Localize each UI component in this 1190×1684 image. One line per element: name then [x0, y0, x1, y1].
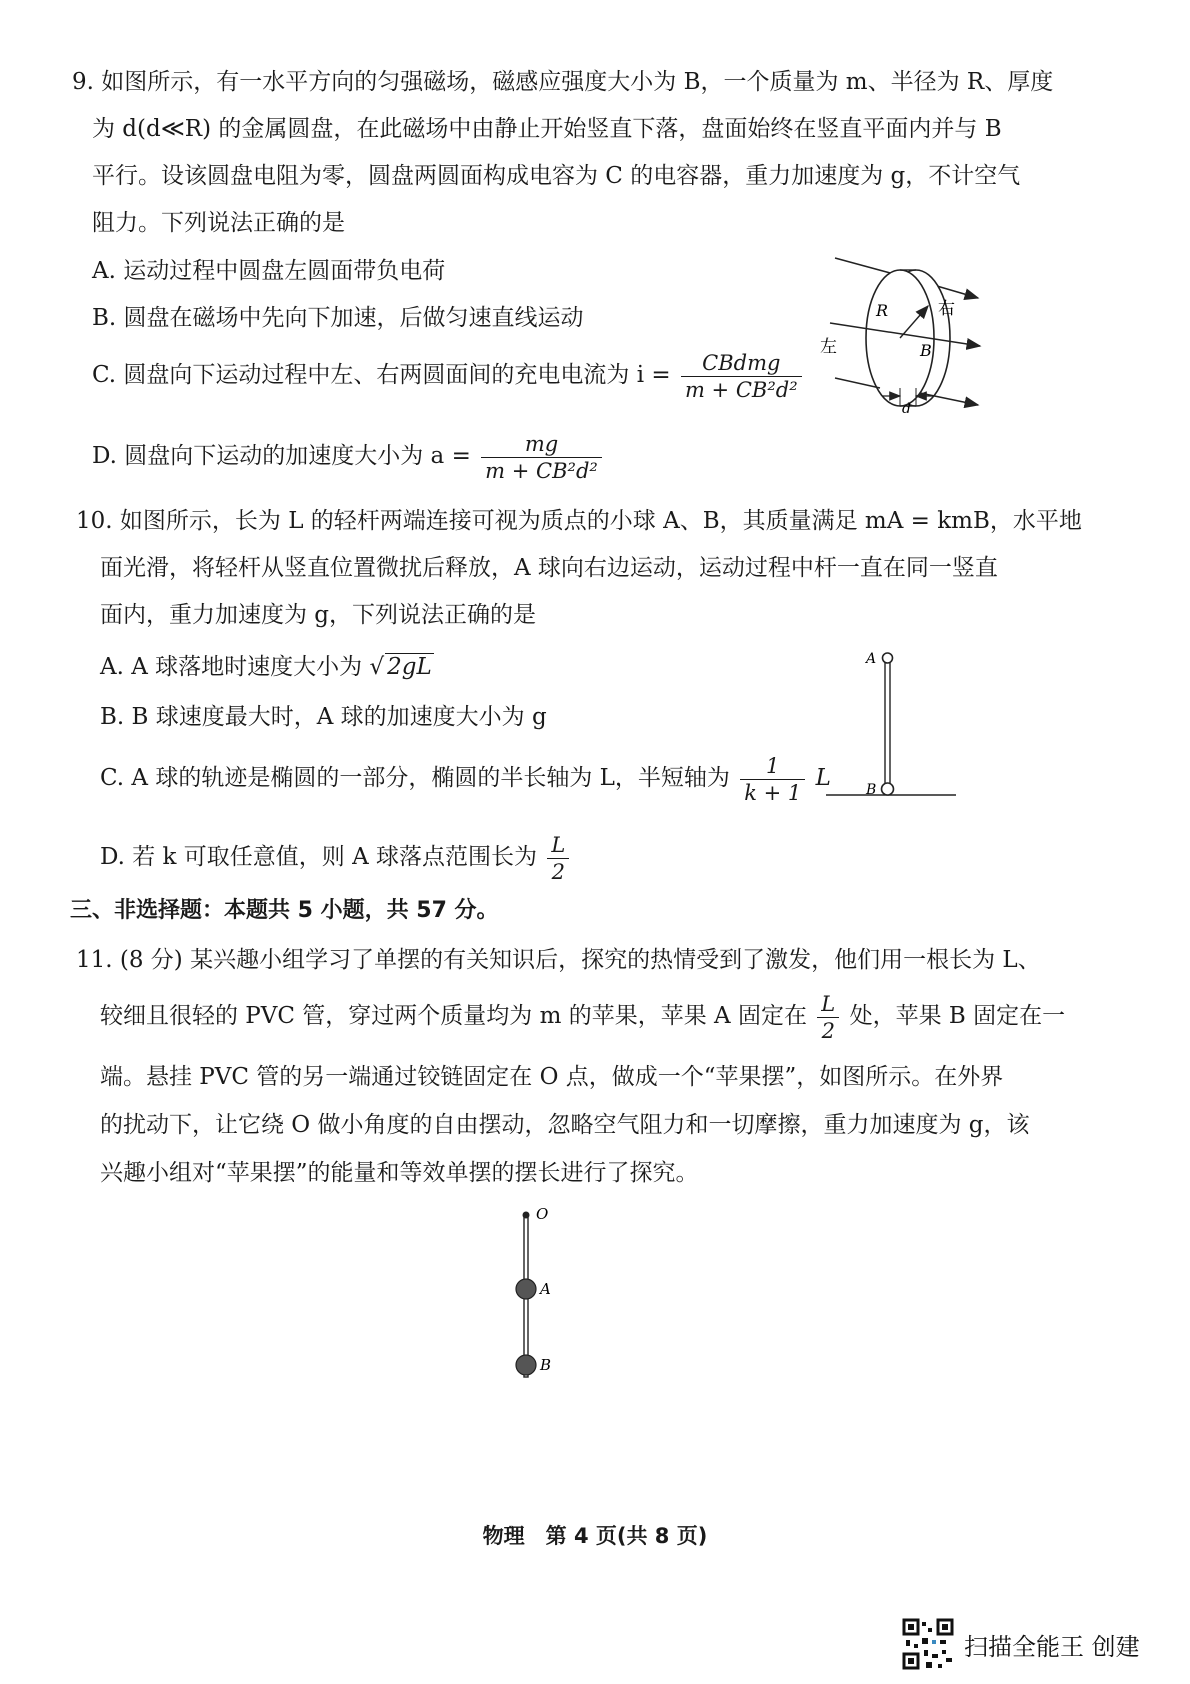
q9-option-c-text: C. 圆盘向下运动过程中左、右两圆面间的充电电流为 i = [92, 362, 671, 388]
q10-option-c-numerator: 1 [740, 753, 805, 780]
q10-option-a-sqrt: 2gL [387, 654, 432, 680]
q10-option-c [100, 748, 831, 808]
label-R: R [876, 301, 889, 320]
q9-disk-figure [820, 248, 990, 428]
watermark-text: 扫描全能王 创建 [964, 1632, 1140, 1661]
q11-line2 [100, 986, 1065, 1046]
q11-line3: 端。悬挂 PVC 管的另一端通过铰链固定在 O 点，做成一个“苹果摆”，如图所示。在外界 [100, 1064, 1004, 1090]
label-apple-b: B [540, 1356, 552, 1374]
q11-pendulum-figure [500, 1205, 580, 1390]
q9-option-d-denominator: m + CB²d² [485, 458, 598, 483]
section-heading: 三、非选择题：本题共 5 小题，共 57 分。 [70, 898, 499, 923]
label-left: 左 [820, 337, 837, 357]
q9-option-d [92, 426, 605, 486]
q10-option-d-numerator: L [547, 832, 569, 859]
q10-line2: 面光滑，将轻杆从竖直位置微扰后释放，A 球向右边运动，运动过程中杆一直在同一竖直 [100, 555, 998, 581]
label-apple-a: A [540, 1280, 551, 1298]
q11-line4: 的扰动下，让它绕 O 做小角度的自由摆动，忽略空气阻力和一切摩擦，重力加速度为 g，该 [100, 1112, 1030, 1138]
q10-option-b: B. B 球速度最大时，A 球的加速度大小为 g [100, 704, 547, 730]
q11-line5: 兴趣小组对“苹果摆”的能量和等效单摆的摆长进行了探究。 [100, 1160, 699, 1186]
q9-option-d-text: D. 圆盘向下运动的加速度大小为 a = [92, 443, 471, 469]
ball-b [882, 783, 894, 795]
label-B: B [920, 341, 932, 360]
q10-option-d [100, 827, 572, 887]
page-footer: 物理 第 4 页(共 8 页) [482, 1524, 708, 1548]
q11-line1: 11. (8 分) 某兴趣小组学习了单摆的有关知识后，探究的热情受到了激发，他们用一根长为 L、 [76, 947, 1041, 973]
q10-option-a-text: A. A 球落地时速度大小为 [100, 654, 363, 680]
q10-rod-figure [826, 640, 966, 805]
q9-option-c-fraction [681, 350, 802, 403]
q9-option-d-numerator: mg [481, 431, 602, 458]
label-d: d [902, 401, 911, 417]
q10-line1: 10. 如图所示，长为 L 的轻杆两端连接可视为质点的小球 A、B，其质量满足 mA = kmB，水平地 [76, 508, 1082, 534]
scanner-watermark [902, 1618, 1140, 1670]
q9-option-c-denominator: m + CB²d² [684, 377, 798, 402]
q9-option-d-fraction [481, 431, 602, 484]
q10-option-d-text: D. 若 k 可取任意值，则 A 球落点范围长为 [100, 844, 538, 870]
q11-line2-numerator: L [817, 991, 839, 1018]
q9-option-c-numerator: CBdmg [681, 350, 802, 377]
q10-option-c-fraction [740, 753, 805, 806]
q9-line1: 9. 如图所示，有一水平方向的匀强磁场，磁感应强度大小为 B，一个质量为 m、半径为 R、厚度 [72, 69, 1054, 95]
q11-line2-fraction [817, 991, 839, 1044]
label-right: 右 [938, 299, 955, 319]
q9-option-a: A. 运动过程中圆盘左圆面带负电荷 [92, 258, 446, 284]
light-rod [885, 662, 890, 787]
q10-line3: 面内，重力加速度为 g，下列说法正确的是 [100, 602, 537, 628]
q10-option-c-text: C. A 球的轨迹是椭圆的一部分，椭圆的半长轴为 L，半短轴为 [100, 765, 730, 791]
q9-line2: 为 d(d≪R) 的金属圆盘，在此磁场中由静止开始竖直下落，盘面始终在竖直平面内并与 B [92, 116, 1002, 142]
q10-option-c-suffix: L [815, 765, 831, 791]
apple-a [516, 1279, 536, 1299]
q9-option-c [92, 345, 805, 405]
ball-a [883, 653, 893, 663]
q9-line4: 阻力。下列说法正确的是 [92, 210, 345, 236]
q10-option-d-fraction [547, 832, 569, 885]
label-ball-a: A [866, 651, 877, 667]
q10-option-a: A. A 球落地时速度大小为 √ 2gL [100, 654, 432, 680]
label-o: O [536, 1205, 549, 1223]
q11-line2-text: 较细且很轻的 PVC 管，穿过两个质量均为 m 的苹果，苹果 A 固定在 [100, 1003, 807, 1029]
pivot-o [523, 1212, 530, 1219]
label-ball-b: B [866, 782, 877, 798]
q11-line2-suffix: 处，苹果 B 固定在一 [849, 1003, 1066, 1029]
q9-line3: 平行。设该圆盘电阻为零，圆盘两圆面构成电容为 C 的电容器，重力加速度为 g，不计空气 [92, 163, 1021, 189]
q11-line2-denominator: 2 [821, 1018, 835, 1043]
apple-b [516, 1355, 536, 1375]
q9-option-b: B. 圆盘在磁场中先向下加速，后做匀速直线运动 [92, 305, 584, 331]
q10-option-c-denominator: k + 1 [744, 780, 802, 805]
qr-code-icon [902, 1618, 954, 1670]
q10-option-d-denominator: 2 [551, 859, 566, 884]
